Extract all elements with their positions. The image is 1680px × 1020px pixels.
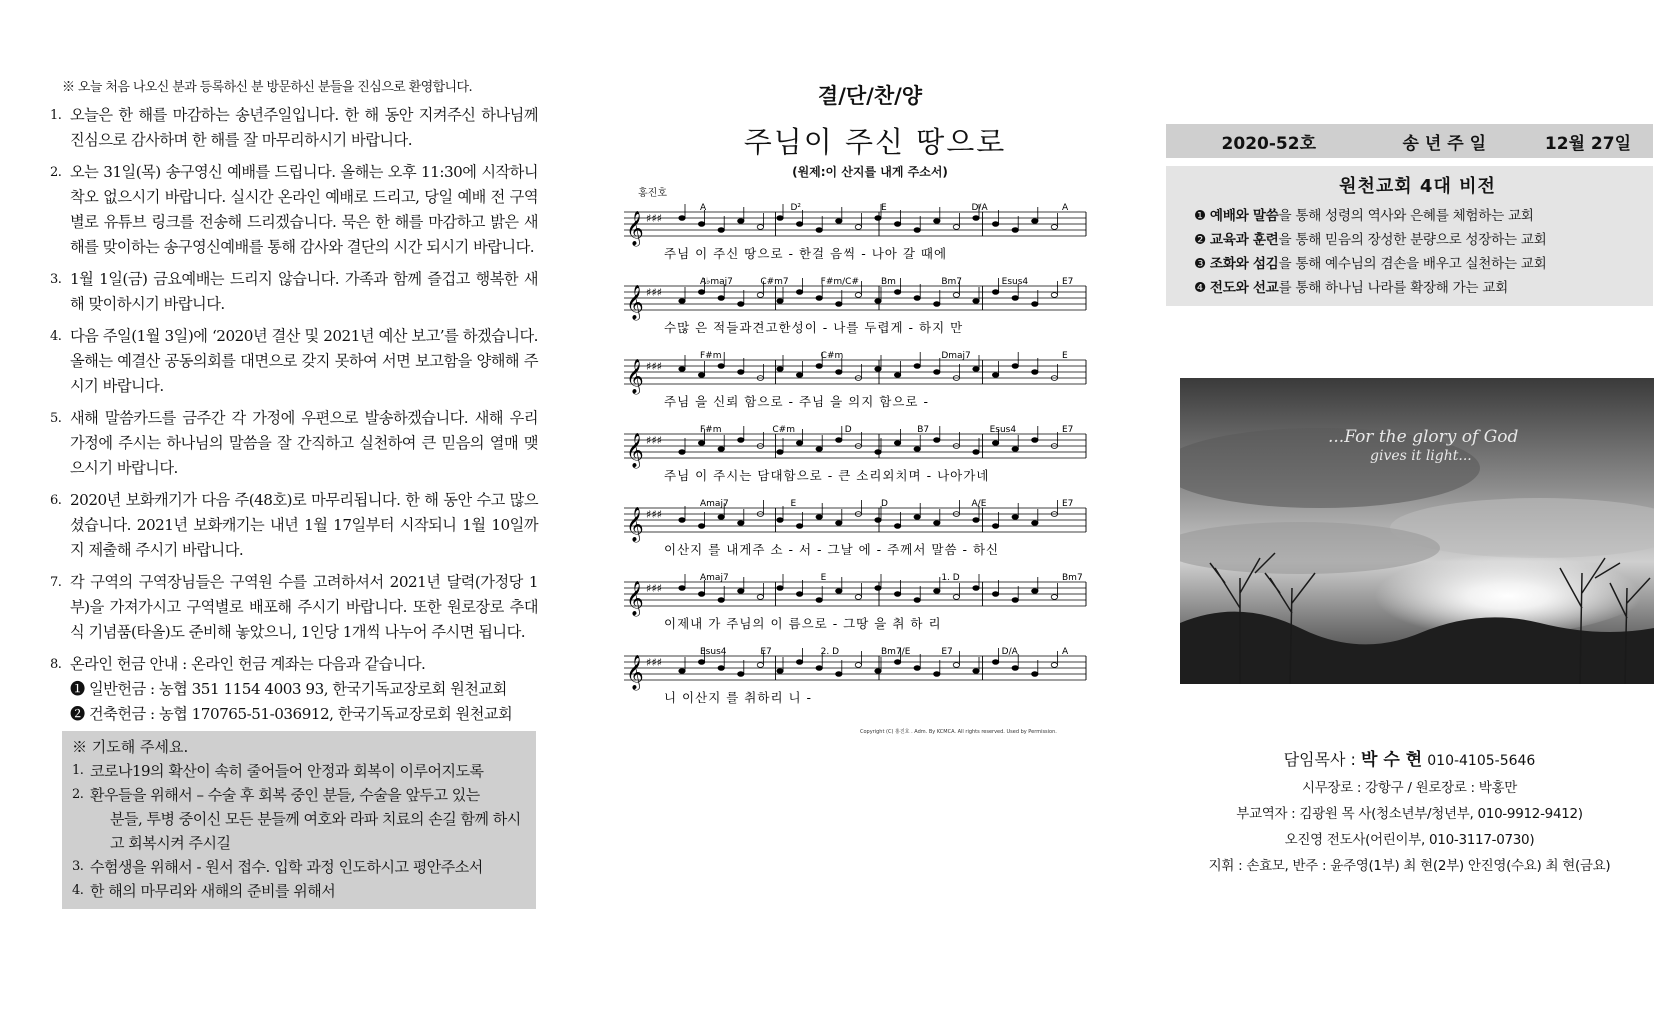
music-note (796, 441, 802, 446)
music-note (796, 660, 802, 665)
sunlight-photo (1180, 378, 1654, 684)
treble-clef: 𝄞 (626, 507, 644, 542)
issue-bar (1166, 124, 1653, 158)
notice-number: 4. (50, 329, 62, 344)
music-note (992, 290, 998, 295)
music-note (973, 216, 979, 221)
music-note (679, 450, 685, 455)
notice-text: 1월 1일(금) 금요예배는 드리지 않습니다. 가족과 함께 즐겁고 행복한 새해 맞이하시기 바랍니다. (70, 270, 538, 313)
music-note (836, 370, 842, 375)
music-note (816, 296, 822, 301)
music-note (855, 595, 861, 600)
chord-symbol: Dmaj7 (941, 351, 971, 361)
chord-symbol: Bm7 (1062, 573, 1083, 583)
issue-title: 송 년 주 일 (1402, 133, 1486, 154)
welcome-message: ※ 오늘 처음 나오신 분과 등록하신 분 방문하신 분들을 진심으로 환영합니다. (62, 80, 472, 95)
chord-symbol: E (820, 573, 827, 583)
key-signature: ♯♯♯ (646, 286, 662, 299)
treble-clef: 𝄞 (626, 285, 644, 320)
notice-number: 5. (50, 411, 62, 426)
music-note (679, 216, 685, 221)
copyright-notice: Copyright (C) 홍진호 . Adm. By KCMCA. All rights reserved. Used by Permission. (860, 729, 1057, 735)
vision-text: 를 통해 하나님 나라를 확장해 가는 교회 (1278, 280, 1508, 296)
chord-symbol: E7 (1062, 499, 1074, 509)
music-note (934, 521, 940, 526)
pastor-phone: 010-4105-5646 (1427, 753, 1536, 769)
music-note (953, 663, 959, 668)
music-note (718, 598, 724, 603)
music-note (816, 598, 822, 603)
notice-item (50, 324, 538, 399)
notice-text: 오늘은 한 해를 마감하는 송년주일입니다. 한 해 동안 지켜주신 하나님께 진심으로 감사하며 한 해를 잘 마무리하시기 바랍니다. (70, 106, 538, 149)
music-note (992, 222, 998, 227)
key-signature: ♯♯♯ (646, 656, 662, 669)
choir-label: 결/단/찬/양 (817, 84, 923, 108)
music-note (1012, 364, 1018, 369)
chord-symbol: Bm (881, 277, 896, 287)
music-note (698, 660, 704, 665)
prayer-item (72, 759, 526, 783)
chord-symbol: E7 (941, 647, 953, 657)
offering-account-building: ❷ 건축헌금 : 농협 170765-51-036912, 한국기독교장로회 원천교회 (70, 705, 513, 723)
music-note (718, 228, 724, 233)
music-note (973, 367, 979, 372)
music-note (777, 299, 783, 304)
notice-number: 7. (50, 575, 62, 590)
treble-clef: 𝄞 (626, 359, 644, 394)
notice-item (50, 103, 538, 153)
chord-symbol: A (1062, 647, 1069, 657)
music-note (934, 302, 940, 307)
chord-symbol: E (881, 203, 887, 213)
chord-symbol: E7 (760, 647, 772, 657)
music-note (679, 586, 685, 591)
chord-symbol: E (1062, 351, 1068, 361)
lyrics-line: 이제내 가 주님의 이 름으로 - 그땅 을 취 하 리 (664, 616, 942, 631)
music-note (992, 441, 998, 446)
lyrics-line: 주님 을 신뢰 함으로 - 주님 을 의지 함으로 - (664, 394, 929, 409)
music-note (777, 586, 783, 591)
senior-pastor (1166, 746, 1653, 775)
music-note (757, 663, 763, 668)
music-note (796, 290, 802, 295)
lyrics-line: 이산지 를 내게주 소 - 서 - 그날 에 - 주께서 말씀 - 하신 (664, 542, 1000, 557)
vision-text: 을 통해 예수님의 겸손을 배우고 실천하는 교회 (1278, 256, 1547, 272)
music-note (973, 299, 979, 304)
music-note (1012, 598, 1018, 603)
choir-anthem-column (620, 80, 1100, 735)
lyrics-line: 주님 이 주시는 담대함으로 - 큰 소리외치며 - 나아가네 (664, 468, 990, 483)
music-note (1012, 228, 1018, 233)
announcements-column (50, 76, 538, 909)
key-signature: ♯♯♯ (646, 212, 662, 225)
music-note (1012, 447, 1018, 452)
music-note (738, 589, 744, 594)
music-note (796, 373, 802, 378)
music-note (914, 598, 920, 603)
cover-column (1166, 124, 1653, 874)
staff-line: 부교역자 : 김광원 목 사(청소년부/청년부, 010-9912-9412) (1236, 806, 1583, 822)
notice-text: 온라인 헌금 안내 : 온라인 헌금 계좌는 다음과 같습니다. (70, 655, 426, 673)
music-note (914, 447, 920, 452)
music-note (1032, 302, 1038, 307)
music-note (718, 666, 724, 671)
prayer-text: 환우들을 위해서 – 수술 후 회복 중인 분들, 수술을 앞두고 있는 (90, 786, 480, 804)
music-note (836, 589, 842, 594)
vision-keyword: 전도와 선교 (1209, 280, 1279, 296)
music-note (855, 663, 861, 668)
music-note (836, 219, 842, 224)
music-note (679, 518, 685, 523)
music-note (894, 660, 900, 665)
chord-symbol: C#m7 (760, 277, 789, 287)
music-note (816, 515, 822, 520)
vision-item (1194, 204, 1641, 228)
music-note (698, 592, 704, 597)
music-note (757, 225, 763, 230)
music-note (934, 219, 940, 224)
song-title: 주님이 주신 땅으로 (743, 125, 1007, 159)
music-note (816, 447, 822, 452)
music-note (1051, 595, 1057, 600)
chord-symbol: Amaj7 (700, 573, 729, 583)
prayer-text: 한 해의 마무리와 새해의 준비를 위해서 (90, 882, 336, 900)
prayer-requests-box (62, 731, 536, 909)
notice-number: 8. (50, 657, 62, 672)
music-note (698, 441, 704, 446)
music-note (679, 669, 685, 674)
prayer-text-continued: 분들, 투병 중이신 모든 분들께 여호와 라파 치료의 손길 함께 하시고 회복시켜 주시길 (110, 810, 521, 852)
music-note (738, 672, 744, 677)
music-note (777, 518, 783, 523)
music-note (698, 373, 704, 378)
chord-symbol: D² (790, 203, 802, 213)
chord-symbol: D/A (1001, 647, 1018, 657)
music-note (934, 438, 940, 443)
music-note (777, 216, 783, 221)
chord-symbol: Esus4 (700, 647, 727, 657)
music-note (1051, 225, 1057, 230)
music-note (1012, 515, 1018, 520)
music-note (698, 524, 704, 529)
vision-mark: ❸ (1194, 256, 1206, 272)
music-note (953, 595, 959, 600)
music-note (796, 222, 802, 227)
music-note (875, 367, 881, 372)
chord-symbol: E7 (1062, 425, 1074, 435)
chord-symbol: D (881, 499, 888, 509)
photo-caption-line2: gives it light... (1370, 448, 1472, 464)
chord-symbol: Amaj7 (700, 499, 729, 509)
staff-line: 시무장로 : 강항구 / 원로장로 : 박홍만 (1301, 780, 1518, 796)
music-note (836, 521, 842, 526)
music-note (934, 589, 940, 594)
music-note (894, 373, 900, 378)
music-note (914, 666, 920, 671)
notice-text: 새해 말씀카드를 금주간 각 가정에 우편으로 발송하겠습니다. 새해 우리 가정에 주시는 하나님의 말씀을 잘 간직하고 실천하여 큰 믿음의 열매 맺으시기 바랍니다. (70, 409, 538, 477)
treble-clef: 𝄞 (626, 433, 644, 468)
music-note (777, 450, 783, 455)
music-note (914, 364, 920, 369)
key-signature: ♯♯♯ (646, 434, 662, 447)
music-note (738, 370, 744, 375)
music-note (875, 299, 881, 304)
music-note (934, 672, 940, 677)
music-note (1051, 663, 1057, 668)
music-note (718, 447, 724, 452)
music-note (1012, 666, 1018, 671)
chord-symbol: Bm7/E (881, 647, 911, 657)
prayer-number: 2. (72, 787, 84, 802)
music-note (992, 660, 998, 665)
staff-info (1166, 746, 1653, 879)
vision-keyword: 예배와 말씀 (1209, 208, 1279, 224)
prayer-number: 3. (72, 859, 84, 874)
prayer-item (72, 879, 526, 903)
staff-line: 오진영 전도사(어린이부, 010-3117-0730) (1284, 832, 1535, 848)
music-note (894, 592, 900, 597)
music-note (1032, 589, 1038, 594)
music-note (718, 364, 724, 369)
vision-text: 을 통해 성령의 역사와 은혜를 체험하는 교회 (1278, 208, 1534, 224)
chord-symbol: Bm7 (941, 277, 963, 287)
music-note (777, 367, 783, 372)
music-note (698, 290, 704, 295)
vision-mark: ❶ (1194, 208, 1206, 224)
vision-item (1194, 252, 1641, 276)
chord-symbol: A (1062, 203, 1069, 213)
prayer-item (72, 783, 526, 855)
chord-symbol: E (790, 499, 797, 509)
music-note (973, 518, 979, 523)
music-note (1032, 219, 1038, 224)
chord-symbol: F#m/C# (820, 277, 860, 287)
chord-symbol: C#m (820, 351, 844, 361)
music-note (953, 293, 959, 298)
music-note (777, 669, 783, 674)
music-note (738, 302, 744, 307)
notice-text: 오는 31일(목) 송구영신 예배를 드립니다. 올해는 오후 11:30에 시작하니 착오 없으시기 바랍니다. 실시간 온라인 예배로 드리고, 당일 예배 전 구역별로 유튜브 링크를 전송해 드리겠습니다. 묵은 한 해를 마감하고 밝은 새해를 맞이하는 송구영신예배를 통해 감사와 결단의 시간 되시기 바랍니다. (70, 163, 538, 256)
vision-item (1194, 276, 1641, 300)
chord-symbol: F#m (700, 351, 722, 361)
lyrics-line: 니 이산지 를 취하리 니 - (664, 690, 813, 705)
music-note (855, 293, 861, 298)
music-note (894, 524, 900, 529)
prayer-text: 코로나19의 확산이 속히 줄어들어 안정과 회복이 이루어지도록 (90, 762, 484, 780)
music-note (914, 296, 920, 301)
music-note (698, 222, 704, 227)
music-note (875, 518, 881, 523)
chord-symbol: B7 (917, 425, 930, 435)
chord-symbol: A/E (971, 499, 987, 509)
chord-symbol: C#m (772, 425, 795, 435)
chord-symbol: 1. D (941, 573, 960, 583)
chord-symbol: Esus4 (1001, 277, 1029, 287)
vision-mark: ❷ (1194, 232, 1206, 248)
music-note (973, 669, 979, 674)
music-note (718, 515, 724, 520)
issue-date: 12월 27일 (1544, 133, 1631, 154)
music-note (816, 666, 822, 671)
music-note (836, 672, 842, 677)
music-note (934, 370, 940, 375)
vision-item (1194, 228, 1641, 252)
music-note (796, 592, 802, 597)
music-note (836, 438, 842, 443)
notice-number: 1. (50, 108, 62, 123)
music-note (875, 669, 881, 674)
prayer-number: 1. (72, 763, 84, 778)
lyrics-line: 주님 이 주신 땅으로 - 한걸 음씩 - 나아 갈 때에 (664, 246, 948, 261)
music-note (973, 450, 979, 455)
lyrics-line: 수많 은 적들과견고한성이 - 나를 두렵게 - 하지 만 (664, 320, 964, 335)
music-note (816, 364, 822, 369)
vision-box (1166, 166, 1653, 306)
prayer-number: 4. (72, 883, 84, 898)
issue-number: 2020-52호 (1221, 133, 1316, 154)
pastor-label: 담임목사 : (1283, 750, 1356, 769)
pastor-name: 박 수 현 (1361, 750, 1423, 770)
vision-title: 원천교회 4대 비전 (1339, 176, 1496, 197)
notice-item (50, 406, 538, 481)
key-signature: ♯♯♯ (646, 582, 662, 595)
music-note (875, 586, 881, 591)
staff-line: 지휘 : 손효모, 반주 : 윤주영(1부) 최 현(2부) 안진영(수요) 최 현(금요) (1208, 858, 1611, 874)
music-note (894, 290, 900, 295)
treble-clef: 𝄞 (626, 581, 644, 616)
music-note (836, 302, 842, 307)
music-note (738, 438, 744, 443)
music-note (679, 367, 685, 372)
key-signature: ♯♯♯ (646, 360, 662, 373)
notice-item (50, 652, 538, 677)
photo-caption-line1: ...For the glory of God (1328, 427, 1519, 447)
music-note (894, 222, 900, 227)
notice-number: 2. (50, 165, 62, 180)
notice-item (50, 160, 538, 260)
notice-number: 6. (50, 493, 62, 508)
song-original-title: (원제:이 산지를 내게 주소서) (792, 165, 948, 179)
chord-symbol: D (844, 425, 852, 435)
composer-name: 홍진호 (638, 188, 667, 199)
music-note (1051, 293, 1057, 298)
music-note (679, 299, 685, 304)
music-note (1032, 672, 1038, 677)
vision-mark: ❹ (1194, 280, 1206, 296)
music-note (1032, 438, 1038, 443)
music-note (953, 225, 959, 230)
music-note (738, 219, 744, 224)
notice-item (50, 570, 538, 645)
chord-symbol: A (700, 203, 707, 213)
chord-symbol: D/A (971, 203, 988, 213)
chord-symbol: Esus4 (989, 425, 1017, 435)
music-note (718, 296, 724, 301)
music-note (992, 592, 998, 597)
notice-item (50, 267, 538, 317)
music-note (757, 595, 763, 600)
notice-text: 다음 주일(1월 3일)에 ‘2020년 결산 및 2021년 예산 보고’를 하겠습니다. 올해는 예결산 공동의회를 대면으로 갖지 못하여 서면 보고함을 양해해 주시기 바랍니다. (70, 327, 538, 395)
notice-item (50, 488, 538, 563)
prayer-heading: ※ 기도해 주세요. (72, 738, 189, 756)
music-note (1032, 370, 1038, 375)
chord-symbol: A♭maj7 (700, 277, 733, 287)
treble-clef: 𝄞 (626, 211, 644, 246)
music-note (1032, 521, 1038, 526)
key-signature: ♯♯♯ (646, 508, 662, 521)
treble-clef: 𝄞 (626, 655, 644, 690)
music-note (992, 524, 998, 529)
music-note (894, 441, 900, 446)
music-note (914, 228, 920, 233)
music-note (855, 225, 861, 230)
notice-number: 3. (50, 272, 62, 287)
music-note (796, 524, 802, 529)
vision-keyword: 교육과 훈련 (1209, 232, 1279, 248)
music-note (1012, 296, 1018, 301)
chord-symbol: F#m (700, 425, 722, 435)
prayer-item (72, 855, 526, 879)
music-note (875, 216, 881, 221)
prayer-text: 수험생을 위해서 - 원서 접수. 입학 과정 인도하시고 평안주소서 (90, 858, 483, 876)
chord-symbol: E7 (1062, 277, 1074, 287)
music-note (973, 586, 979, 591)
notice-text: 각 구역의 구역장님들은 구역원 수를 고려하셔서 2021년 달력(가정당 1부)을 가져가시고 구역별로 배포해 주시기 바랍니다. 또한 원로장로 추대식 기념품(타올)도 준비해 놓았으니, 1인당 1개씩 나누어 주시면 됩니다. (70, 573, 538, 641)
chord-symbol: 2. D (820, 647, 840, 657)
sheet-music (620, 198, 1090, 728)
vision-keyword: 조화와 섬김 (1209, 256, 1279, 272)
music-note (992, 373, 998, 378)
offering-account-general: ❶ 일반헌금 : 농협 351 1154 4003 93, 한국기독교장로회 원천교회 (70, 680, 507, 698)
music-note (875, 450, 881, 455)
music-note (816, 228, 822, 233)
music-note (757, 293, 763, 298)
vision-text: 을 통해 믿음의 장성한 분량으로 성장하는 교회 (1278, 232, 1547, 248)
notice-text: 2020년 보화캐기가 다음 주(48호)로 마무리됩니다. 한 해 동안 수고 많으셨습니다. 2021년 보화캐기는 내년 1월 17일부터 시작되니 1월 10일까지 제출해 주시기 바랍니다. (70, 491, 538, 559)
music-note (738, 521, 744, 526)
music-note (914, 515, 920, 520)
